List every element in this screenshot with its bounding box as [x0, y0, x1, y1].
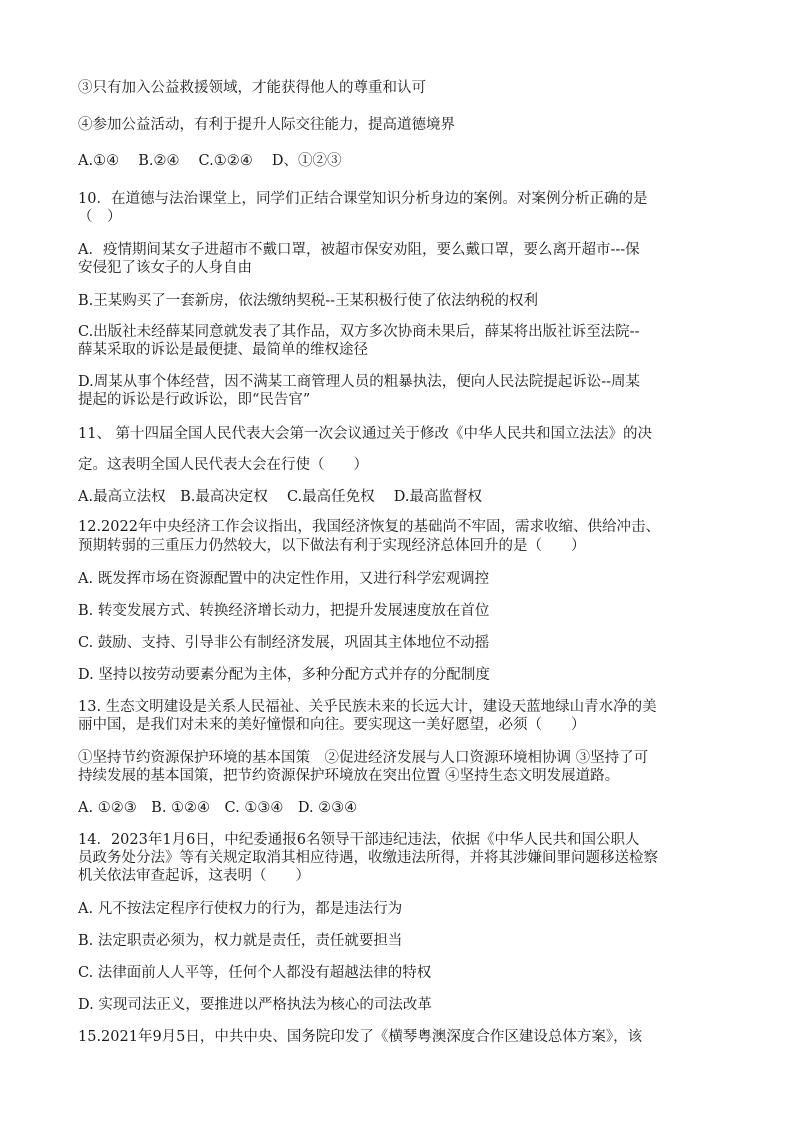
question-13-items: ①坚持节约资源保护环境的基本国策 ②促进经济发展与人口资源环境相协调 ③坚持了可 — [78, 750, 649, 766]
question-14-stem-cont: 员政务处分法》等有关规定取消其相应待遇，收缴违法所得，并将其涉嫌间罪问题移送检察 — [78, 850, 658, 866]
question-12-option-d: D. 坚持以按劳动要素分配为主体，多种分配方式并存的分配制度 — [78, 667, 490, 683]
question-11-options: A.最高立法权 B.最高决定权 C.最高任免权 D.最高监督权 — [78, 489, 482, 505]
question-10-option-c-cont: 薛某采取的诉讼是最便捷、最简单的维权途径 — [78, 342, 368, 358]
question-10-bracket: （ ） — [78, 209, 122, 225]
question-10-option-a: A．疫情期间某女子进超市不戴口罩，被超市保安劝阻，要么戴口罩，要么离开超市---保 — [78, 242, 640, 258]
answer-choices-q9: A.①④ B.②④ C.①②④ D、①②③ — [78, 153, 342, 169]
question-14-option-d: D. 实现司法正义，要推进以严格执法为核心的司法改革 — [78, 997, 432, 1013]
question-14-stem-cont2: 机关依法审查起诉，这表明（ ） — [78, 868, 310, 884]
question-11-stem-cont: 定。这表明全国人民代表大会在行使（ ） — [78, 457, 368, 473]
option-line-4: ④参加公益活动，有利于提升人际交往能力，提高道德境界 — [78, 117, 455, 133]
question-10-option-c: C.出版社未经薛某同意就发表了其作品，双方多次协商未果后，薛某将出版社诉至法院-- — [78, 324, 640, 340]
question-13-items-cont: 持续发展的基本国策，把节约资源保护环境放在突出位置 ④坚持生态文明发展道路。 — [78, 768, 620, 784]
option-line-3: ③只有加入公益救援领域，才能获得他人的尊重和认可 — [78, 80, 426, 96]
question-14-option-a: A. 凡不按法定程序行使权力的行为，都是违法行为 — [78, 901, 403, 917]
question-14-option-c: C. 法律面前人人平等，任何个人都没有超越法律的特权 — [78, 965, 432, 981]
question-10-stem: 10．在道德与法治课堂上，同学们正结合课堂知识分析身边的案例。对案例分析正确的是 — [78, 191, 648, 207]
question-12-stem-cont: 预期转弱的三重压力仍然较大，以下做法有利于实现经济总体回升的是（ ） — [78, 538, 586, 554]
question-13-stem: 13. 生态文明建设是关系人民福祉、关乎民族未来的长远大计，建设天蓝地绿山青水净的美 — [78, 699, 657, 715]
question-15-stem: 15.2021年9月5日，中共中央、国务院印发了《横琴粤澳深度合作区建设总体方案》，该 — [78, 1029, 643, 1045]
question-10-option-d: D.周某从事个体经营，因不满某工商管理人员的粗暴执法，便向人民法院提起诉讼--周某 — [78, 374, 641, 390]
question-13-stem-cont: 丽中国，是我们对未来的美好憧憬和向往。要实现这一美好愿望，必须（ ） — [78, 717, 586, 733]
question-10-option-d-cont: 提起的诉讼是行政诉讼，即“民告官” — [78, 392, 311, 408]
question-10-option-b: B.王某购买了一套新房，依法缴纳契税--王某积极行使了依法纳税的权利 — [78, 293, 539, 309]
question-13-options: A. ①②③ B. ①②④ C. ①③④ D. ②③④ — [78, 800, 358, 816]
question-12-option-b: B. 转变发展方式、转换经济增长动力，把提升发展速度放在首位 — [78, 603, 490, 619]
question-12-option-c: C. 鼓励、支持、引导非公有制经济发展，巩固其主体地位不动摇 — [78, 635, 490, 651]
question-14-option-b: B. 法定职责必须为，权力就是责任，责任就要担当 — [78, 933, 403, 949]
question-12-stem: 12.2022年中央经济工作会议指出，我国经济恢复的基础尚不牢固，需求收缩、供给冲击、 — [78, 519, 660, 535]
question-14-stem: 14．2023年1月6日，中纪委通报6名领导干部违纪违法，依据《中华人民共和国公职人 — [78, 832, 640, 848]
question-10-option-a-cont: 安侵犯了该女子的人身自由 — [78, 260, 252, 276]
question-11-stem: 11、 第十四届全国人民代表大会第一次会议通过关于修改《中华人民共和国立法法》的决 — [78, 426, 653, 442]
question-12-option-a: A. 既发挥市场在资源配置中的决定性作用，又进行科学宏观调控 — [78, 571, 490, 587]
